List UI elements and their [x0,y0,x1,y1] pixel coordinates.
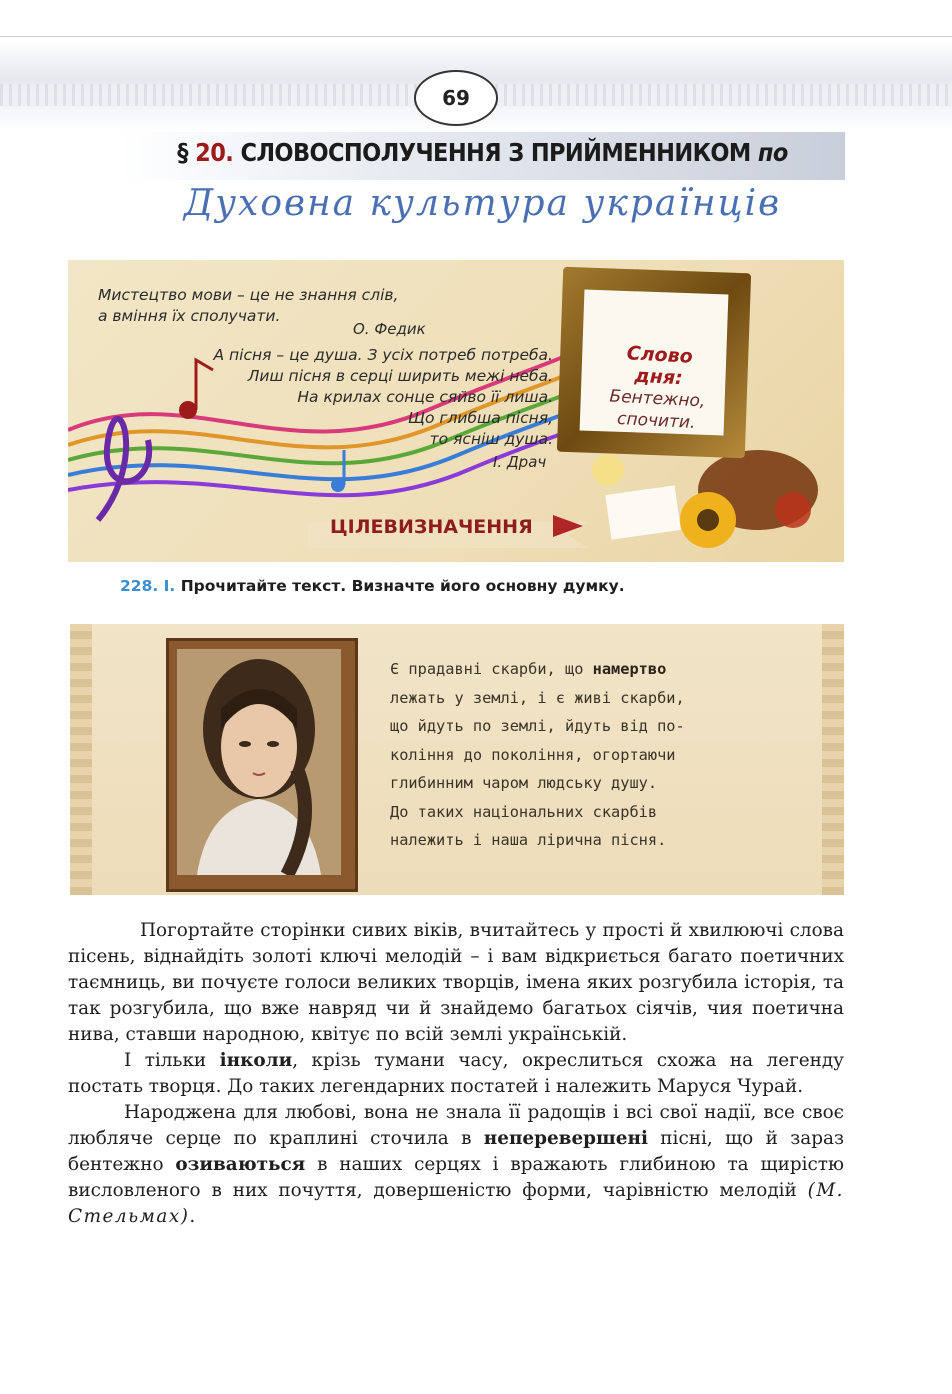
parchment-bold-word: намертво [592,660,667,678]
paragraph-2 [68,1048,844,1100]
quote-drach-line: На крилах сонце сяйво її лиша. [297,388,553,406]
paragraph-3 [68,1100,844,1230]
parchment-line: коління до покоління, огортаючи [390,745,676,764]
main-text [68,918,844,1230]
parchment-text [390,655,735,855]
quote-drach [173,345,553,450]
quote-drach-line: Лиш пісня в серці ширить межі неба. [247,367,553,385]
quote-fedyk-line: а вміння їх сполучати. [98,307,281,325]
quote-drach-line: А пісня – це душа. З усіх потреб потреба. [213,346,553,364]
bold-word: озиваються [175,1154,306,1175]
word-of-day-word: спочити. [616,408,696,433]
word-of-day [596,341,720,435]
text-run: , крізь тумани часу, окреслиться схожа на легенду постать творця. До таких легендарних постатей і належить Маруся Чурай. [68,1050,844,1097]
parchment-line: що йдуть по землі, йдуть від по- [390,717,685,735]
text-run: в наших серцях і вражають глибиною та щирістю висловленого в них почуття, довершеністю форми, чарівністю мелодій [68,1154,844,1201]
bold-word: інколи [219,1050,293,1071]
bold-word: неперевершені [483,1128,648,1149]
quote-drach-line: Що глибша пісня, [407,409,553,427]
header-rule [0,36,952,37]
epigraph-banner [68,260,844,562]
exercise-number: 228. І. [120,577,176,595]
exercise-task [120,577,625,595]
scroll-edge-left [70,624,92,895]
quote-drach-author: І. Драч [493,453,547,471]
text-run: пісні, що й зараз бентежно [68,1128,844,1175]
section-preposition: по [757,138,788,167]
exercise-text: Прочитайте текст. Визначте його основну думку. [180,577,625,595]
parchment-line: глибинним чаром людську душу. [390,774,658,792]
portrait-marusia-churai [166,638,358,892]
text-run: . [189,1206,196,1227]
quote-drach-line: то ясніш душа. [429,430,553,448]
parchment-line: належить і наша лірична пісня. [390,831,667,849]
section-sign: § [177,138,188,167]
text-run: І тільки [124,1050,220,1071]
quote-fedyk-line: Мистецтво мови – це не знання слів, [98,286,399,304]
source-citation: (М. Стельмах) [68,1180,844,1227]
section-subtitle: Духовна культура українців [183,183,782,224]
text-run: Народжена для любові, вона не знала її радощів і всі свої надії, все своє любляче серце по краплині сточила в [68,1102,844,1149]
parchment-line [390,655,735,684]
parchment-line: лежать у землі, і є живі скарби, [390,688,685,707]
parchment-line-text: Є прадавні скарби, що [390,660,593,678]
section-number: 20. [195,138,234,167]
quote-fedyk-author: О. Федик [353,320,426,338]
section-title-text: СЛОВОСПОЛУЧЕННЯ З ПРИЙМЕННИКОМ [240,138,751,167]
word-of-day-title: Слово дня: [626,342,694,390]
section-title [120,138,845,167]
book-icon [605,485,681,539]
word-of-day-word: Бентежно, [609,386,706,412]
scroll-edge-right [822,624,844,895]
goal-label: ЦІЛЕВИЗНАЧЕННЯ [330,516,533,538]
portrait-image [177,649,341,875]
page-number: 69 [414,70,498,126]
parchment-line: До таких національних скарбів [390,802,658,821]
paragraph-1: Погортайте сторінки сивих віків, вчитайтесь у прості й хвилюючі слова пісень, віднайдіть золоті ключі мелодій – і вам відкриється багато поетичних таємниць, ви почуєте голоси великих творців, імена яких розгубила історія, та так розгубила, що вже навряд чи й знайдемо багатьох сіячів, чия поетична нива, ставши народною, квітує по всій землі українській. [68,920,844,1045]
rose-icon [592,454,624,486]
